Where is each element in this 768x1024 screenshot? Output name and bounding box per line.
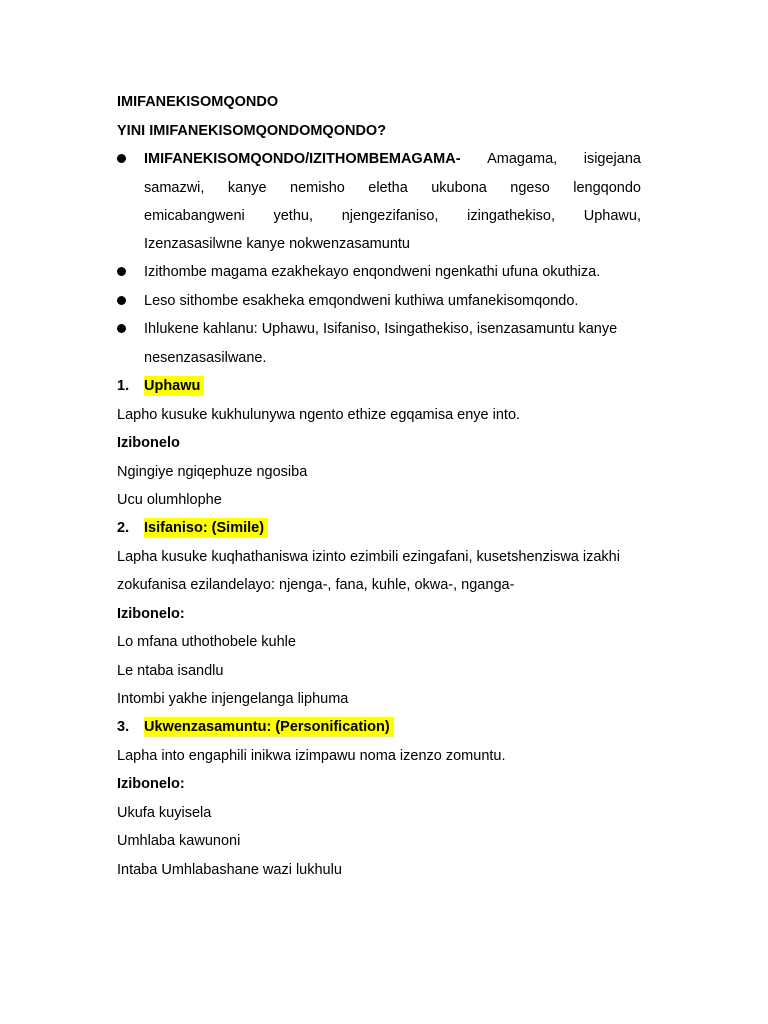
bullet1-line1 xyxy=(144,149,641,169)
section1-examples-label: Izibonelo xyxy=(117,435,180,451)
bullet1-word: ukubona xyxy=(431,180,487,196)
bullet3-text: Leso sithombe esakheka emqondweni kuthiwa umfanekisomqondo. xyxy=(144,293,579,309)
bullet1-line4: Izenzasasilwne kanye nokwenzasamuntu xyxy=(144,236,410,252)
bullet1-lead: IMIFANEKISOMQONDO/IZITHOMBEMAGAMA- xyxy=(144,151,461,167)
section3-heading: Ukwenzasamuntu: (Personification) xyxy=(144,717,394,737)
section1-heading: Uphawu xyxy=(144,376,204,396)
section3-definition: Lapha into engaphili inikwa izimpawu noma izenzo zomuntu. xyxy=(117,748,506,764)
section2-examples-label: Izibonelo: xyxy=(117,606,185,622)
section2-definition-line1: Lapha kusuke kuqhathaniswa izinto ezimbili ezingafani, kusetshenziswa izakhi xyxy=(117,549,620,565)
document-question: YINI IMIFANEKISOMQONDOMQONDO? xyxy=(117,123,387,139)
section2-example: Intombi yakhe injengelanga liphuma xyxy=(117,691,349,707)
bullet4-line2: nesenzasasilwane. xyxy=(144,350,267,366)
section3-example: Intaba Umhlabashane wazi lukhulu xyxy=(117,862,342,878)
section2-example: Lo mfana uthothobele kuhle xyxy=(117,634,296,650)
bullet4-line1: Ihlukene kahlanu: Uphawu, Isifaniso, Isingathekiso, isenzasamuntu kanye xyxy=(144,321,618,337)
bullet1-word: emicabangweni xyxy=(144,208,245,224)
section3-number: 3. xyxy=(117,719,130,735)
bullet1-word: eletha xyxy=(368,180,408,196)
bullet1-line2 xyxy=(144,178,641,198)
section3-example: Umhlaba kawunoni xyxy=(117,833,241,849)
bullet1-word: ngeso xyxy=(510,180,550,196)
bullet-icon xyxy=(117,154,126,163)
bullet-icon xyxy=(117,324,126,333)
bullet1-word: kanye xyxy=(227,180,267,196)
bullet1-word: isigejana xyxy=(583,151,641,167)
section2-example: Le ntaba isandlu xyxy=(117,663,224,679)
section2-definition-line2: zokufanisa ezilandelayo: njenga-, fana, kuhle, okwa-, nganga- xyxy=(117,577,515,593)
bullet1-word: Amagama, xyxy=(487,151,558,167)
section1-example: Ngingiye ngiqephuze ngosiba xyxy=(117,464,308,480)
bullet1-word: nemisho xyxy=(290,180,345,196)
section1-definition: Lapho kusuke kukhulunywa ngento ethize egqamisa enye into. xyxy=(117,407,521,423)
section3-examples-label: Izibonelo: xyxy=(117,776,185,792)
section2-heading: Isifaniso: (Simile) xyxy=(144,518,268,538)
bullet1-word: njengezifaniso, xyxy=(341,208,439,224)
bullet1-word: lengqondo xyxy=(573,180,641,196)
bullet1-line3 xyxy=(144,206,641,226)
bullet1-word: samazwi, xyxy=(144,180,205,196)
bullet2-text: Izithombe magama ezakhekayo enqondweni ngenkathi ufuna okuthiza. xyxy=(144,264,601,280)
section2-number: 2. xyxy=(117,520,130,536)
document-title: IMIFANEKISOMQONDO xyxy=(117,94,279,110)
bullet-icon xyxy=(117,267,126,276)
bullet-icon xyxy=(117,296,126,305)
bullet1-word: yethu, xyxy=(273,208,313,224)
section1-number: 1. xyxy=(117,378,130,394)
section3-example: Ukufa kuyisela xyxy=(117,805,212,821)
section1-example: Ucu olumhlophe xyxy=(117,492,222,508)
bullet1-word: Uphawu, xyxy=(583,208,641,224)
bullet1-word: izingathekiso, xyxy=(467,208,556,224)
